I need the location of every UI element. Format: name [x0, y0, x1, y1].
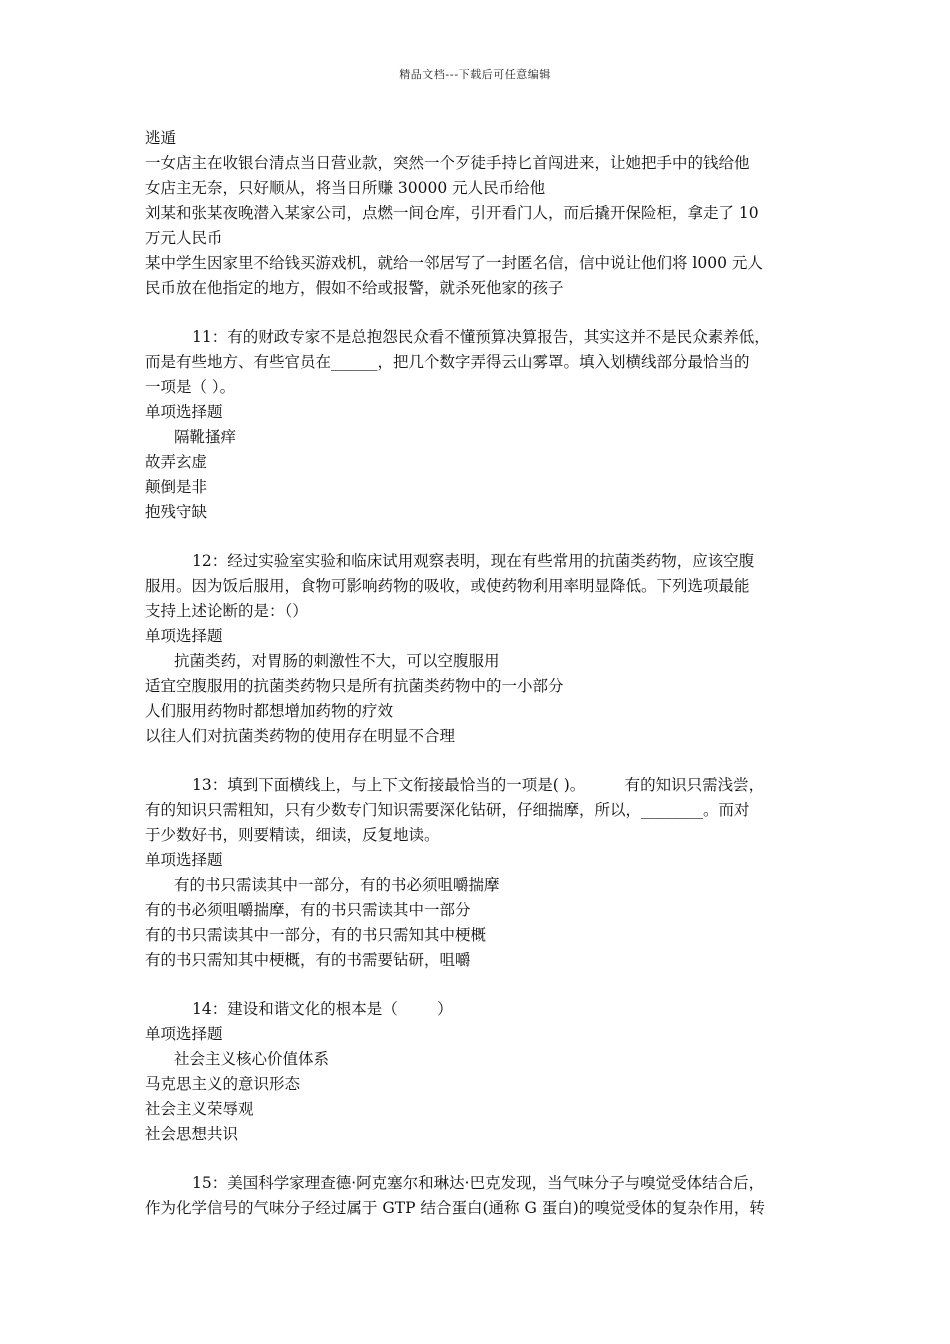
intro-block [145, 126, 810, 301]
question-13 [145, 773, 810, 973]
option-c: 社会主义荣辱观 [145, 1100, 254, 1118]
question-text: 15：美国科学家理查德·阿克塞尔和琳达·巴克发现，当气味分子与嗅觉受体结合后， [192, 1174, 765, 1192]
page-header: 精品文档---下载后可任意编辑 [399, 68, 551, 81]
option-c: 有的书只需读其中一部分，有的书只需知其中梗概 [145, 926, 487, 944]
question-text: 作为化学信号的气味分子经过属于 GTP 结合蛋白(通称 G 蛋白)的嗅觉受体的复杂作用，转 [145, 1199, 765, 1217]
option-b: 有的书必须咀嚼揣摩，有的书只需读其中一部分 [145, 901, 471, 919]
intro-line: 民币放在他指定的地方，假如不给或报警，就杀死他家的孩子 [145, 279, 564, 297]
question-12 [145, 549, 810, 749]
intro-line: 一女店主在收银台清点当日营业款，突然一个歹徒手持匕首闯进来，让她把手中的钱给他 [145, 154, 750, 172]
question-text: 服用。因为饭后服用，食物可影响药物的吸收，或使药物利用率明显降低。下列选项最能 [145, 577, 750, 595]
option-c: 颠倒是非 [145, 478, 208, 496]
option-c: 人们服用药物时都想增加药物的疗效 [145, 702, 394, 720]
question-type: 单项选择题 [145, 627, 223, 645]
option-d: 社会思想共识 [145, 1125, 239, 1143]
option-d: 以往人们对抗菌类药物的使用存在明显不合理 [145, 727, 456, 745]
option-a: 隔靴搔痒 [174, 428, 237, 446]
question-type: 单项选择题 [145, 851, 223, 869]
question-text: 11：有的财政专家不是总抱怨民众看不懂预算决算报告，其实这并不是民众素养低， [192, 328, 770, 346]
question-11 [145, 325, 810, 525]
question-text: 于少数好书，则要精读，细读，反复地读。 [145, 826, 440, 844]
question-text: 13：填到下面横线上，与上下文衔接最恰当的一项是( )。 有的知识只需浅尝， [192, 776, 765, 794]
question-14 [145, 997, 810, 1147]
intro-line: 女店主无奈，只好顺从，将当日所赚 30000 元人民币给他 [145, 179, 546, 197]
question-text: 有的知识只需粗知，只有少数专门知识需要深化钻研，仔细揣摩，所以，________。而对 [145, 801, 750, 819]
intro-line: 刘某和张某夜晚潜入某家公司，点燃一间仓库，引开看门人，而后撬开保险柜，拿走了 10 [145, 204, 759, 222]
intro-line: 逃遁 [145, 129, 177, 147]
document-body [145, 126, 810, 1221]
option-d: 有的书只需知其中梗概，有的书需要钻研，咀嚼 [145, 951, 471, 969]
intro-line: 万元人民币 [145, 229, 223, 247]
question-type: 单项选择题 [145, 403, 223, 421]
question-text: 而是有些地方、有些官员在______，把几个数字弄得云山雾罩。填入划横线部分最恰当的 [145, 353, 750, 371]
option-a: 抗菌类药，对胃肠的刺激性不大，可以空腹服用 [174, 652, 500, 670]
question-text: 支持上述论断的是：（） [145, 602, 308, 620]
option-a: 社会主义核心价值体系 [174, 1050, 330, 1068]
option-b: 故弄玄虚 [145, 453, 208, 471]
question-text: 一项是（ ）。 [145, 378, 236, 396]
question-text: 12：经过实验室实验和临床试用观察表明，现在有些常用的抗菌类药物，应该空腹 [192, 552, 755, 570]
question-text: 14：建设和谐文化的根本是（ ） [192, 1000, 453, 1018]
option-d: 抱残守缺 [145, 503, 208, 521]
option-b: 适宜空腹服用的抗菌类药物只是所有抗菌类药物中的一小部分 [145, 677, 564, 695]
intro-line: 某中学生因家里不给钱买游戏机，就给一邻居写了一封匿名信，信中说让他们将 l000 元人 [145, 254, 763, 272]
question-type: 单项选择题 [145, 1025, 223, 1043]
option-b: 马克思主义的意识形态 [145, 1075, 301, 1093]
option-a: 有的书只需读其中一部分，有的书必须咀嚼揣摩 [174, 876, 500, 894]
question-15 [145, 1171, 810, 1221]
